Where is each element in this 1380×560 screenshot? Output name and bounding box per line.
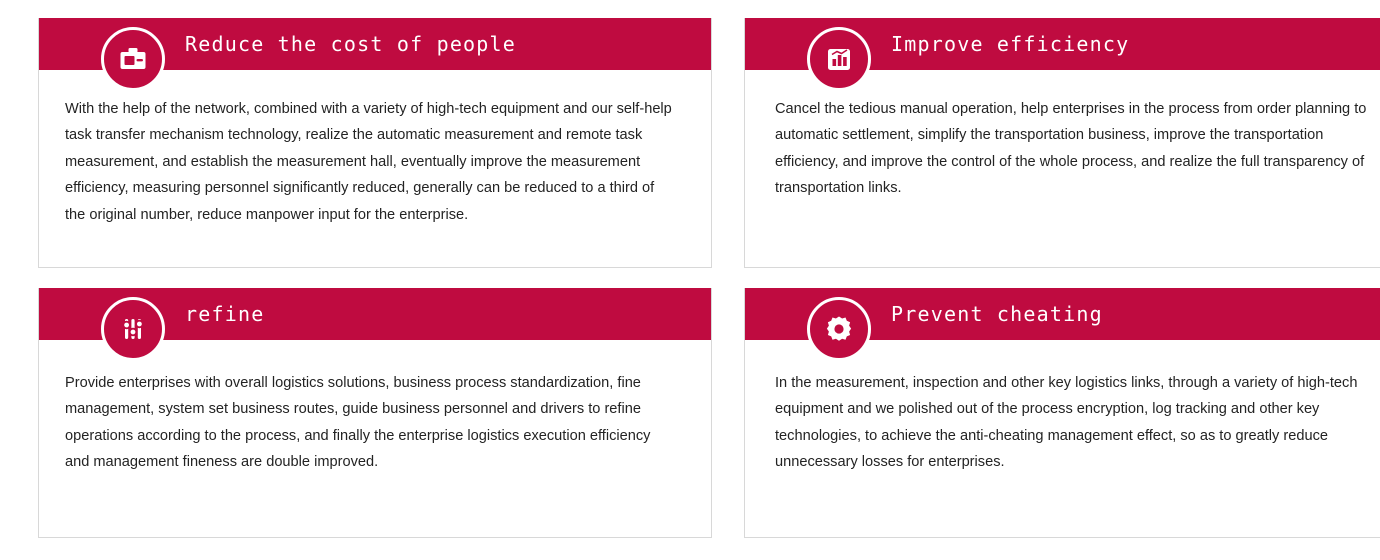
bar-chart-icon: [807, 27, 871, 91]
card-title: Improve efficiency: [891, 32, 1130, 56]
card-refine: [38, 288, 712, 538]
card-header: [39, 18, 711, 70]
card-header: [39, 288, 711, 340]
briefcase-icon: [101, 27, 165, 91]
card-reduce-cost-of-people: [38, 18, 712, 268]
cards-grid: [38, 18, 1367, 538]
card-body-text: Provide enterprises with overall logistics solutions, business process standardization, fine management, system set business routes, guide business personnel and drivers to refine operations according to the process, and finally the enterprise logistics execution efficiency and management fineness are double improved.: [65, 375, 651, 471]
gear-icon: [807, 297, 871, 361]
card-body-text: In the measurement, inspection and other key logistics links, through a variety of high-tech equipment and we polished out of the process encryption, log tracking and other key technologies, to achieve the anti-cheating management effect, so as to greatly reduce unnecessary losses for enterprises.: [775, 375, 1358, 471]
card-prevent-cheating: [744, 288, 1380, 538]
sliders-icon: [101, 297, 165, 361]
card-title: refine: [185, 302, 265, 326]
card-header: [745, 18, 1380, 70]
card-body-text: With the help of the network, combined with a variety of high-tech equipment and our self-help task transfer mechanism technology, realize the automatic measurement and remote task measurement, and establish the measurement hall, eventually improve the measurement efficiency, measuring personnel significantly reduced, generally can be reduced to a third of the original number, reduce manpower input for the enterprise.: [65, 101, 672, 223]
card-title: Reduce the cost of people: [185, 32, 517, 56]
card-title: Prevent cheating: [891, 302, 1103, 326]
card-body-text: Cancel the tedious manual operation, help enterprises in the process from order planning to automatic settlement, simplify the transportation business, improve the transportation efficiency, and improve the control of the whole process, and realize the full transparency of transportation links.: [775, 101, 1367, 197]
card-header: [745, 288, 1380, 340]
card-improve-efficiency: [744, 18, 1380, 268]
